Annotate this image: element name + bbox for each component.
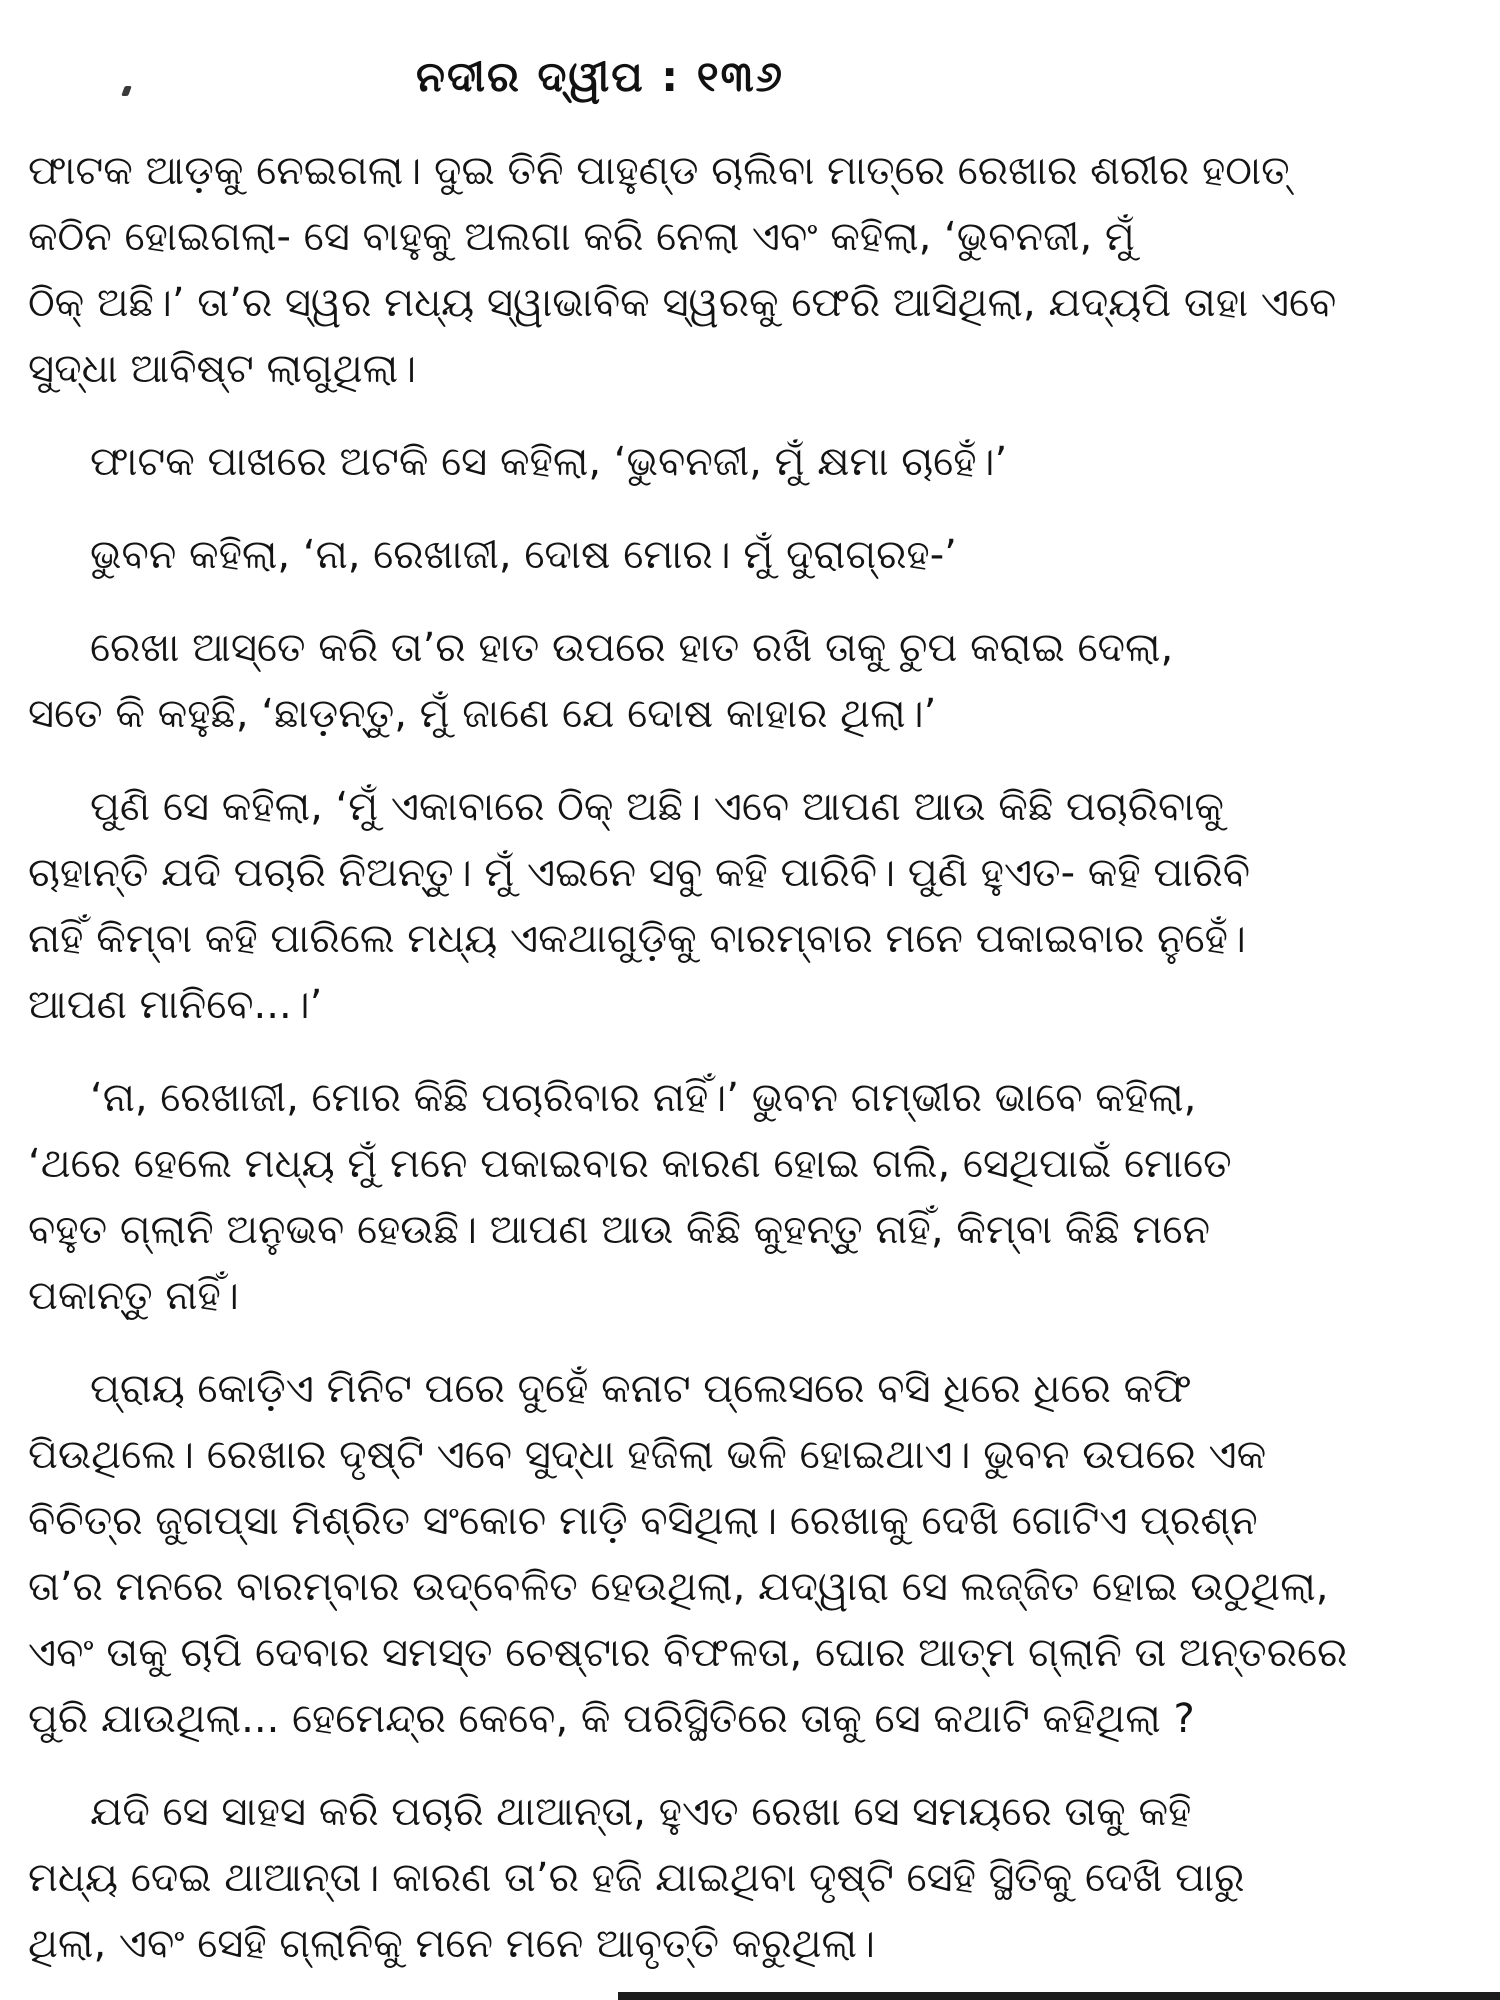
text-line: ପୁରି ଯାଉଥିଲା... ହେମେନ୍ଦ୍ର କେବେ, କି ପରିସ୍ଥିତିରେ ତାକୁ ସେ କଥାଟି କହିଥିଲା ?: [28, 1696, 1195, 1742]
text-line: ପିଉଥିଲେ। ରେଖାର ଦୃଷ୍ଟି ଏବେ ସୁଦ୍ଧା ହଜିଲା ଭଳି ହୋଇଥାଏ। ଭୁବନ ଉପରେ ଏକ: [28, 1432, 1267, 1478]
text-line: ସୁଦ୍ଧା ଆବିଷ୍ଟ ଲାଗୁଥିଲା।: [28, 346, 417, 392]
text-line: ଭୁବନ କହିଲା, ‘ନା, ରେଖାଜୀ, ଦୋଷ ମୋର। ମୁଁ ଦୁରାଗ୍ରହ-’: [90, 532, 957, 578]
paragraph: [28, 138, 1470, 402]
text-line: ପୁଣି ସେ କହିଲା, ‘ମୁଁ ଏକାବାରେ ଠିକ୍ ଅଛି। ଏବେ ଆପଣ ଆଉ କିଛି ପଚାରିବାକୁ: [90, 784, 1224, 830]
text-line: ତା’ର ମନରେ ବାରମ୍ବାର ଉଦ୍ବେଳିତ ହେଉଥିଲା, ଯଦ୍ୱାରା ସେ ଲଜ୍ଜିତ ହୋଇ ଉଠୁଥିଲା,: [28, 1564, 1329, 1610]
text-line: ରେଖା ଆସ୍ତେ କରି ତା’ର ହାତ ଉପରେ ହାତ ରଖି ତାକୁ ଚୁପ କରାଇ ଦେଲା,: [90, 625, 1174, 671]
text-line: ‘ନା, ରେଖାଜୀ, ମୋର କିଛି ପଚାରିବାର ନାହିଁ।’ ଭୁବନ ଗମ୍ଭୀର ଭାବେ କହିଲା,: [90, 1075, 1197, 1121]
paragraph: [28, 1356, 1470, 1752]
paragraph: [28, 1065, 1470, 1329]
text-line: ଚାହାନ୍ତି ଯଦି ପଚାରି ନିଅନ୍ତୁ। ମୁଁ ଏଇନେ ସବୁ କହି ପାରିବି। ପୁଣି ହୁଏତ- କହି ପାରିବି: [28, 850, 1251, 896]
text-line: ସତେ କି କହୁଛି, ‘ଛାଡ଼ନ୍ତୁ, ମୁଁ ଜାଣେ ଯେ ଦୋଷ କାହାର ଥିଲା।’: [28, 691, 937, 737]
text-line: କଠିନ ହୋଇଗଲା- ସେ ବାହୁକୁ ଅଲଗା କରି ନେଲା ଏବଂ କହିଲା, ‘ଭୁବନଜୀ, ମୁଁ: [28, 214, 1135, 260]
text-line: ବହୁତ ଗ୍ଲାନି ଅନୁଭବ ହେଉଛି। ଆପଣ ଆଉ କିଛି କୁହନ୍ତୁ ନାହିଁ, କିମ୍ବା କିଛି ମନେ: [28, 1207, 1211, 1253]
page-header: ନଦୀର ଦ୍ୱୀପ : ୧୩୬: [416, 52, 784, 101]
scan-edge-artifact: [618, 1992, 1500, 2000]
paragraph: [28, 429, 1470, 495]
text-line: ଏବଂ ତାକୁ ଚାପି ଦେବାର ସମସ୍ତ ଚେଷ୍ଟାର ବିଫଳତା, ଘୋର ଆତ୍ମ ଗ୍ଲାନି ତା ଅନ୍ତରରେ: [28, 1630, 1348, 1676]
text-line: ‘ଥରେ ହେଲେ ମଧ୍ୟ ମୁଁ ମନେ ପକାଇବାର କାରଣ ହୋଇ ଗଲି, ସେଥିପାଇଁ ମୋତେ: [28, 1141, 1232, 1187]
text-line: ପ୍ରାୟ କୋଡ଼ିଏ ମିନିଟ ପରେ ଦୁହେଁ କନାଟ ପ୍ଲେସରେ ବସି ଧିରେ ଧିରେ କଫି: [90, 1366, 1192, 1412]
text-line: ପକାନ୍ତୁ ନାହିଁ।: [28, 1273, 239, 1319]
text-line: ନାହିଁ କିମ୍ବା କହି ପାରିଲେ ମଧ୍ୟ ଏକଥାଗୁଡ଼ିକୁ ବାରମ୍ବାର ମନେ ପକାଇବାର ନୁହେଁ।: [28, 916, 1246, 962]
text-line: ଆପଣ ମାନିବେ...।’: [28, 982, 323, 1028]
paragraph: [28, 1779, 1470, 1977]
page-body: [28, 138, 1470, 2000]
paragraph: [28, 615, 1470, 747]
text-line: ଯଦି ସେ ସାହସ କରି ପଚାରି ଥାଆନ୍ତା, ହୁଏତ ରେଖା ସେ ସମୟରେ ତାକୁ କହି: [90, 1789, 1192, 1835]
paragraph: [28, 774, 1470, 1038]
text-line: ଫାଟକ ଆଡ଼କୁ ନେଇଗଲା। ଦୁଇ ତିନି ପାହୁଣ୍ଡ ଚାଲିବା ମାତ୍ରେ ରେଖାର ଶରୀର ହଠାତ୍: [28, 148, 1290, 194]
text-line: ଠିକ୍ ଅଛି।’ ତା’ର ସ୍ୱର ମଧ୍ୟ ସ୍ୱାଭାବିକ ସ୍ୱରକୁ ଫେରି ଆସିଥିଲା, ଯଦ୍ୟପି ତାହା ଏବେ: [28, 280, 1337, 326]
text-line: ଥିଲା, ଏବଂ ସେହି ଗ୍ଲାନିକୁ ମନେ ମନେ ଆବୃତ୍ତି କରୁଥିଲା।: [28, 1921, 876, 1967]
text-line: ମଧ୍ୟ ଦେଇ ଥାଆନ୍ତା। କାରଣ ତା’ର ହଜି ଯାଇଥିବା ଦୃଷ୍ଟି ସେହି ସ୍ଥିତିକୁ ଦେଖି ପାରୁ: [28, 1855, 1245, 1901]
text-line: ଫାଟକ ପାଖରେ ଅଟକି ସେ କହିଲା, ‘ଭୁବନଜୀ, ମୁଁ କ୍ଷମା ଚାହେଁ।’: [90, 439, 1008, 485]
text-line: ବିଚିତ୍ର ଜୁଗପ୍ସା ମିଶ୍ରିତ ସଂକୋଚ ମାଡ଼ି ବସିଥିଲା। ରେଖାକୁ ଦେଖି ଗୋଟିଏ ପ୍ରଶ୍ନ: [28, 1498, 1258, 1544]
paragraph: [28, 522, 1470, 588]
